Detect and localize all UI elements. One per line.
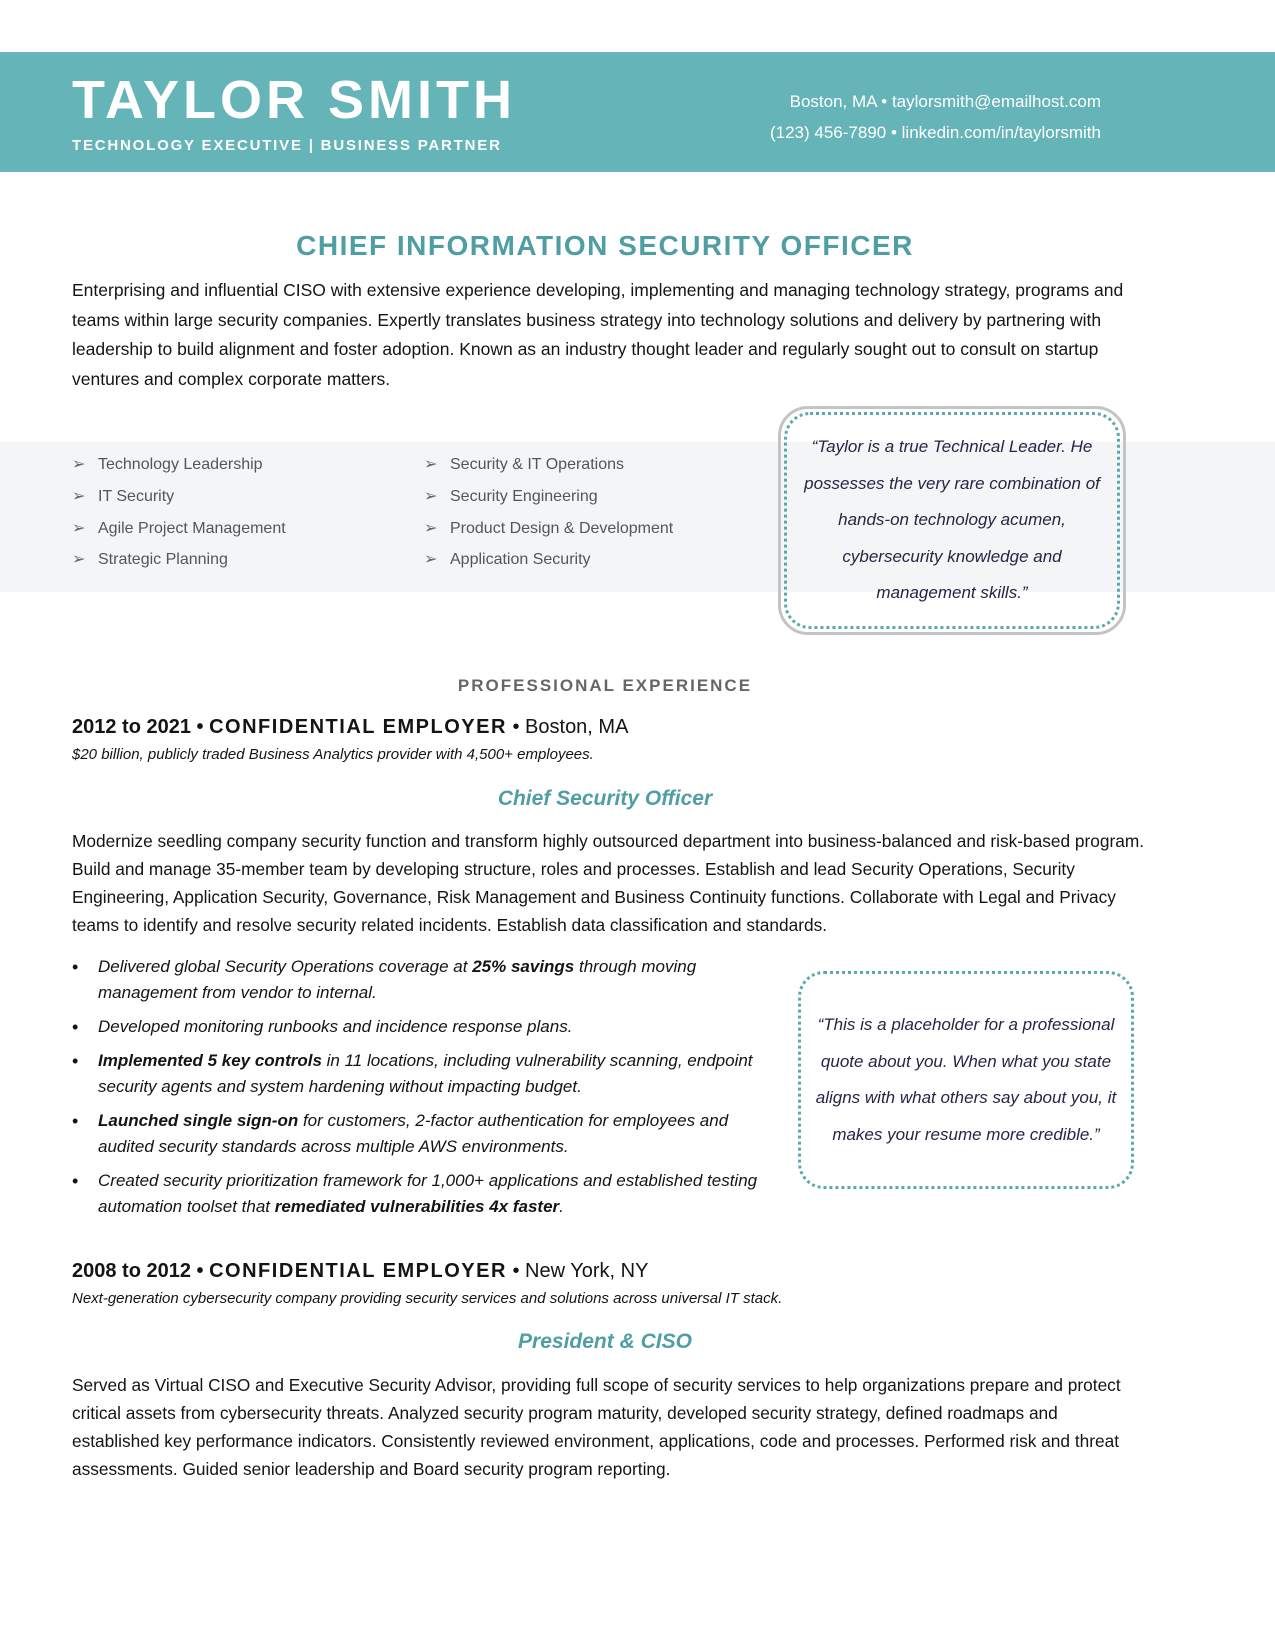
skill-item: ➢ Product Design & Development — [424, 520, 674, 537]
arrow-icon: ➢ — [424, 456, 438, 473]
skill-item: ➢ Agile Project Management — [72, 520, 286, 537]
job-role: President & CISO — [518, 1330, 692, 1353]
contact-info — [770, 86, 1101, 148]
achievement-item: • Delivered global Security Operations coverage at 25% savings through moving management from vendor to internal. — [72, 954, 772, 1006]
skill-item: ➢ IT Security — [72, 488, 175, 505]
testimonial-text: “Taylor is a true Technical Leader. He possesses the very rare combination of hands-on technology acumen, cybersecurity knowledge and management skills.” — [784, 412, 1120, 629]
testimonial-box — [778, 406, 1126, 635]
skill-item: ➢ Technology Leadership — [72, 456, 263, 473]
arrow-icon: ➢ — [72, 551, 86, 568]
job-header: 2008 to 2012 • CONFIDENTIAL EMPLOYER • New York, NY — [72, 1260, 649, 1282]
arrow-icon: ➢ — [72, 520, 86, 537]
arrow-icon: ➢ — [72, 456, 86, 473]
section-heading-experience: PROFESSIONAL EXPERIENCE — [457, 676, 753, 695]
achievement-item: • Launched single sign-on for customers, 2-factor authentication for employees and audited security standards across multiple AWS environments. — [72, 1108, 772, 1160]
company-description: $20 billion, publicly traded Business Analytics provider with 4,500+ employees. — [72, 746, 594, 763]
arrow-icon: ➢ — [424, 520, 438, 537]
skill-item: ➢ Security & IT Operations — [424, 456, 624, 473]
testimonial-text: “This is a placeholder for a professional quote about you. When what you state aligns with what others say about you, it makes your resume more credible.” — [798, 971, 1134, 1189]
achievement-list — [72, 954, 772, 1228]
candidate-name: TAYLOR SMITH — [72, 70, 517, 130]
arrow-icon: ➢ — [424, 488, 438, 505]
job-summary: Served as Virtual CISO and Executive Security Advisor, providing full scope of security services to help organizations prepare and protect critical assets from cybersecurity threats. Analyzed security program maturity, developed security strategy, defined roadmaps and established key performance indicators. Consistently reviewed environment, applications, code and processes. Performed risk and threat assessments. Guided senior leadership and Board security program reporting. — [72, 1375, 1121, 1479]
testimonial-box — [792, 965, 1140, 1195]
skill-item: ➢ Application Security — [424, 551, 591, 568]
achievement-item: • Developed monitoring runbooks and incidence response plans. — [72, 1014, 772, 1040]
summary: Enterprising and influential CISO with extensive experience developing, implementing and managing technology strategy, programs and teams within large security companies. Expertly translates business strategy into technology solutions and delivery by partnering with leadership to build alignment and foster adoption. Known as an industry thought leader and regularly sought out to consult on startup ventures and complex corporate matters. — [72, 280, 1124, 389]
header-band — [0, 52, 1275, 172]
tagline: TECHNOLOGY EXECUTIVE | BUSINESS PARTNER — [72, 137, 502, 154]
skill-item: ➢ Security Engineering — [424, 488, 598, 505]
job-header: 2012 to 2021 • CONFIDENTIAL EMPLOYER • Boston, MA — [72, 716, 629, 738]
job-role: Chief Security Officer — [497, 787, 713, 810]
company-description: Next-generation cybersecurity company providing security services and solutions across universal IT stack. — [72, 1290, 783, 1307]
achievement-item: • Implemented 5 key controls in 11 locations, including vulnerability scanning, endpoint security agents and system hardening without impacting budget. — [72, 1048, 772, 1100]
achievement-item: • Created security prioritization framework for 1,000+ applications and established testing automation toolset that remediated vulnerabilities 4x faster. — [72, 1168, 772, 1220]
arrow-icon: ➢ — [424, 551, 438, 568]
job-summary: Modernize seedling company security function and transform highly outsourced department into business-balanced and risk-based program. Build and manage 35-member team by developing structure, roles and processes. Establish and lead Security Operations, Security Engineering, Application Security, Governance, Risk Management and Business Continuity functions. Collaborate with Legal and Privacy teams to identify and resolve security related incidents. Establish data classification and standards. — [72, 831, 1145, 935]
target-title: CHIEF INFORMATION SECURITY OFFICER — [296, 230, 914, 261]
contact-line-2: (123) 456-7890 • linkedin.com/in/taylorsmith — [769, 123, 1101, 142]
contact-line-1: Boston, MA • taylorsmith@emailhost.com — [789, 92, 1101, 111]
arrow-icon: ➢ — [72, 488, 86, 505]
skill-item: ➢ Strategic Planning — [72, 551, 228, 568]
